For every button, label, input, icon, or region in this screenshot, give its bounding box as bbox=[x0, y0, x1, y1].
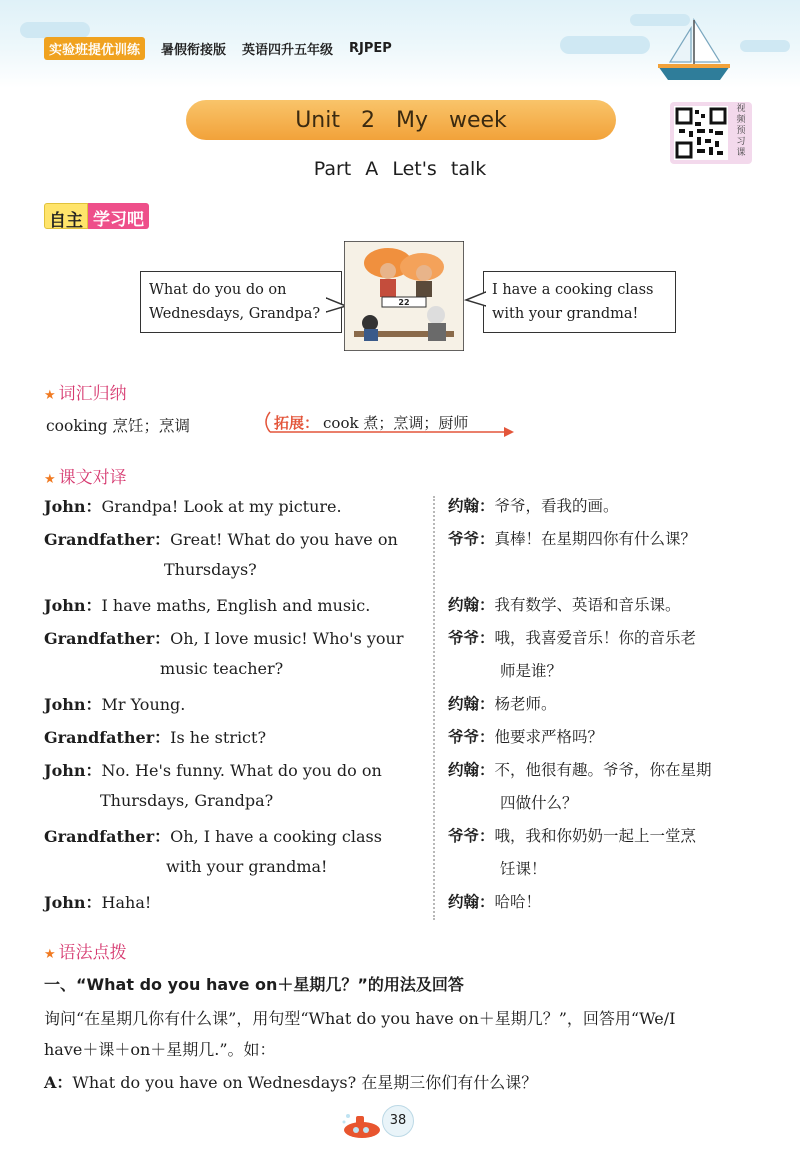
speaker-label: 约翰： bbox=[448, 695, 495, 713]
speech-bubble-left bbox=[140, 271, 342, 333]
bubble-line: I have a cooking class bbox=[492, 282, 654, 298]
dialog-text: Mr Young. bbox=[101, 695, 186, 714]
publisher-label: RJPEP bbox=[349, 41, 392, 56]
dialog-text: Great! What do you have on bbox=[170, 530, 398, 549]
translation-continuation: 师是谁？ bbox=[500, 662, 563, 680]
translation-text: 哦，我和你奶奶一起上一堂烹 bbox=[494, 827, 697, 845]
vocab-word: cooking 烹饪；烹调 bbox=[46, 417, 191, 435]
tag-part-b: 学习吧 bbox=[88, 203, 149, 229]
dialog-heading-text: 课文对译 bbox=[58, 468, 127, 488]
grammar-paragraph-1: 询问“在星期几你有什么课”，用句型“What do you have on＋星期几？”，回答用“We/I bbox=[44, 1009, 676, 1028]
speaker-label: John： bbox=[44, 893, 102, 912]
dialog-continuation: Thursdays? bbox=[164, 560, 257, 579]
star-icon: ★ bbox=[44, 388, 56, 403]
translation-text: 哈哈！ bbox=[494, 893, 542, 911]
extension-box bbox=[262, 408, 514, 438]
calendar-day: 22 bbox=[398, 298, 410, 307]
dialog-text: I have maths, English and music. bbox=[101, 596, 371, 615]
unit-title: Unit 2 My week bbox=[295, 107, 507, 133]
translation-text: 我有数学、英语和音乐课。 bbox=[494, 596, 681, 614]
cloud-decoration bbox=[560, 36, 650, 54]
dialog-continuation: with your grandma! bbox=[166, 857, 328, 876]
part-title: Part A Let's talk bbox=[313, 158, 487, 180]
translation-text: 爷爷，看我的画。 bbox=[494, 497, 619, 515]
speaker-label: Grandfather： bbox=[44, 530, 171, 549]
speaker-label: Grandfather： bbox=[44, 827, 171, 846]
dialog-line bbox=[44, 725, 424, 748]
cloud-decoration bbox=[20, 22, 90, 38]
speaker-label: 约翰： bbox=[448, 893, 495, 911]
bubble-pointer bbox=[464, 290, 486, 310]
series-label: 实验班提优训练 bbox=[44, 37, 145, 60]
vocab-heading-text: 词汇归纳 bbox=[58, 384, 127, 404]
translation-continuation: 饪课！ bbox=[500, 860, 547, 878]
translation-text: 不，他很有趣。爷爷，你在星期 bbox=[494, 761, 712, 779]
speaker-label: 约翰： bbox=[448, 596, 495, 614]
translation-text: 真棒！在星期四你有什么课？ bbox=[494, 530, 697, 548]
dialog-text: Grandpa! Look at my picture. bbox=[101, 497, 342, 516]
page-number: 38 bbox=[382, 1105, 414, 1137]
grammar-title: 一、“What do you have on＋星期几？”的用法及回答 bbox=[44, 975, 464, 994]
dialog-text: Oh, I love music! Who's your bbox=[170, 629, 404, 648]
speaker-label: John： bbox=[44, 497, 102, 516]
grammar-example bbox=[44, 1070, 537, 1093]
speaker-label: John： bbox=[44, 596, 102, 615]
dialog-continuation: Thursdays, Grandpa? bbox=[100, 791, 274, 810]
speaker-label: Grandfather： bbox=[44, 629, 171, 648]
dialog-line bbox=[44, 494, 424, 517]
translation-text: 杨老师。 bbox=[494, 695, 557, 713]
bubble-line: What do you do on bbox=[149, 282, 287, 298]
extension-text bbox=[274, 412, 468, 433]
translation-line bbox=[448, 824, 758, 878]
translation-line bbox=[448, 890, 758, 912]
dialog-text: Haha! bbox=[101, 893, 152, 912]
subject-label: 英语四升五年级 bbox=[242, 43, 334, 58]
dialog-text: Is he strict? bbox=[170, 728, 267, 747]
dialog-text: No. He's funny. What do you do on bbox=[101, 761, 382, 780]
dialog-heading bbox=[44, 463, 127, 488]
translation-line bbox=[448, 626, 758, 680]
speaker-label: 爷爷： bbox=[448, 827, 495, 845]
grammar-heading-text: 语法点拨 bbox=[58, 943, 127, 963]
speaker-label: 爷爷： bbox=[448, 728, 495, 746]
speaker-label: John： bbox=[44, 761, 102, 780]
speaker-label: 爷爷： bbox=[448, 629, 495, 647]
tag-part-a: 自主 bbox=[44, 203, 88, 229]
cloud-decoration bbox=[740, 40, 790, 52]
grammar-paragraph-2: have＋课＋on＋星期几.”。如： bbox=[44, 1040, 276, 1059]
header-line bbox=[44, 37, 392, 60]
dialog-line bbox=[44, 626, 424, 678]
cooking-illustration bbox=[344, 241, 464, 351]
speaker-label: 爷爷： bbox=[448, 530, 495, 548]
translation-line bbox=[448, 593, 758, 615]
dialog-line bbox=[44, 692, 424, 715]
qr-side-text: 视频预习课 bbox=[736, 104, 746, 158]
speaker-label: Grandfather： bbox=[44, 728, 171, 747]
unit-title-banner bbox=[186, 100, 616, 140]
self-study-tag bbox=[44, 203, 149, 229]
dialog-continuation: music teacher? bbox=[160, 659, 284, 678]
speech-bubble-right bbox=[483, 271, 676, 333]
submarine-icon bbox=[340, 1110, 384, 1140]
example-label: A： bbox=[44, 1073, 73, 1092]
dialog-text: Oh, I have a cooking class bbox=[170, 827, 382, 846]
translation-line bbox=[448, 758, 758, 812]
bubble-line: Wednesdays, Grandpa? bbox=[149, 306, 321, 322]
grammar-heading bbox=[44, 938, 127, 963]
extension-content: cook 煮；烹调；厨师 bbox=[323, 414, 469, 432]
translation-text: 他要求严格吗？ bbox=[494, 728, 604, 746]
edition-label: 暑假衔接版 bbox=[161, 43, 227, 58]
translation-line bbox=[448, 725, 758, 747]
translation-text: 哦，我喜爱音乐！你的音乐老 bbox=[494, 629, 697, 647]
sailboat-icon bbox=[654, 18, 734, 86]
translation-line bbox=[448, 494, 758, 516]
speaker-label: 约翰： bbox=[448, 497, 495, 515]
column-divider bbox=[433, 496, 435, 920]
extension-label: 拓展： bbox=[274, 414, 320, 432]
dialog-line bbox=[44, 758, 424, 810]
bubble-line: with your grandma! bbox=[492, 306, 639, 322]
dialog-line bbox=[44, 824, 424, 876]
star-icon: ★ bbox=[44, 947, 56, 962]
translation-line bbox=[448, 692, 758, 714]
example-text: What do you have on Wednesdays? 在星期三你们有什么课？ bbox=[72, 1073, 538, 1092]
star-icon: ★ bbox=[44, 472, 56, 487]
vocab-heading bbox=[44, 379, 127, 404]
dialog-line bbox=[44, 527, 424, 579]
translation-continuation: 四做什么？ bbox=[500, 794, 578, 812]
speaker-label: 约翰： bbox=[448, 761, 495, 779]
translation-line bbox=[448, 527, 758, 549]
dialog-line bbox=[44, 890, 424, 913]
dialog-line bbox=[44, 593, 424, 616]
speaker-label: John： bbox=[44, 695, 102, 714]
